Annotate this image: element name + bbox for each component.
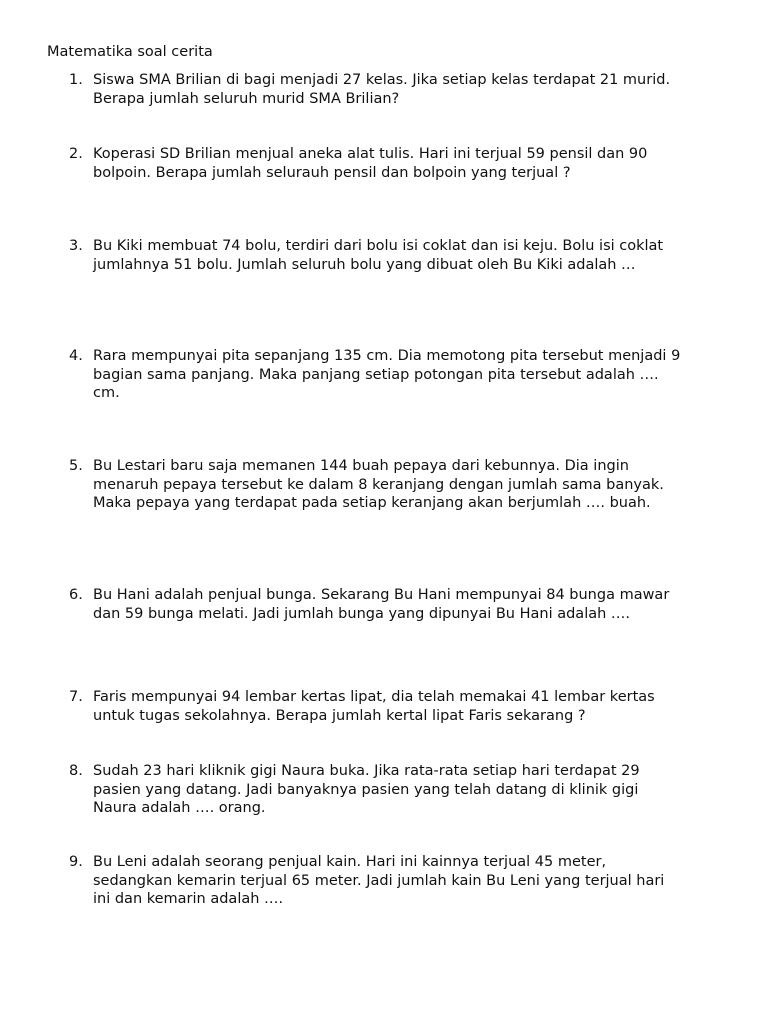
question-text: Bu Leni adalah seorang penjual kain. Hari ini kainnya terjual 45 meter, sedangkan kemarin terjual 65 meter. Jadi jumlah kain Bu Leni yang terjual hari ini dan kemarin adalah …. — [93, 854, 665, 907]
question-number: 2. — [69, 146, 83, 162]
question-item — [69, 457, 729, 513]
question-item — [69, 586, 729, 623]
question-text: Sudah 23 hari kliknik gigi Naura buka. Jika rata-rata setiap hari terdapat 29 pasien yang datang. Jadi banyaknya pasien yang telah datang di klinik gigi Naura adalah …. orang. — [93, 763, 640, 816]
question-number: 8. — [69, 763, 83, 779]
question-item — [69, 237, 729, 274]
question-item — [69, 71, 729, 108]
question-item — [69, 347, 729, 403]
question-text: Rara mempunyai pita sepanjang 135 cm. Dia memotong pita tersebut menjadi 9 bagian sama panjang. Maka panjang setiap potongan pita tersebut adalah …. cm. — [93, 348, 681, 401]
question-number: 7. — [69, 689, 83, 705]
question-item — [69, 688, 729, 725]
question-item — [69, 762, 729, 818]
document-title: Matematika soal cerita — [47, 44, 213, 60]
question-text: Bu Kiki membuat 74 bolu, terdiri dari bolu isi coklat dan isi keju. Bolu isi coklat jumlahnya 51 bolu. Jumlah seluruh bolu yang dibuat oleh Bu Kiki adalah … — [93, 238, 664, 273]
question-text: Bu Hani adalah penjual bunga. Sekarang Bu Hani mempunyai 84 bunga mawar dan 59 bunga melati. Jadi jumlah bunga yang dipunyai Bu Hani adalah …. — [93, 587, 670, 622]
question-item — [69, 145, 729, 182]
question-number: 1. — [69, 72, 83, 88]
question-text: Koperasi SD Brilian menjual aneka alat tulis. Hari ini terjual 59 pensil dan 90 bolpoin. Berapa jumlah selurauh pensil dan bolpoin yang terjual ? — [93, 146, 648, 181]
question-item — [69, 853, 729, 909]
question-text: Faris mempunyai 94 lembar kertas lipat, dia telah memakai 41 lembar kertas untuk tugas sekolahnya. Berapa jumlah kertal lipat Faris sekarang ? — [93, 689, 655, 724]
question-text: Siswa SMA Brilian di bagi menjadi 27 kelas. Jika setiap kelas terdapat 21 murid. Berapa jumlah seluruh murid SMA Brilian? — [93, 72, 671, 107]
question-number: 5. — [69, 458, 83, 474]
question-number: 3. — [69, 238, 83, 254]
question-number: 4. — [69, 348, 83, 364]
question-number: 6. — [69, 587, 83, 603]
question-number: 9. — [69, 854, 83, 870]
question-text: Bu Lestari baru saja memanen 144 buah pepaya dari kebunnya. Dia ingin menaruh pepaya tersebut ke dalam 8 keranjang dengan jumlah sama banyak. Maka pepaya yang terdapat pada setiap keranjang akan berjumlah …. buah. — [93, 458, 664, 511]
